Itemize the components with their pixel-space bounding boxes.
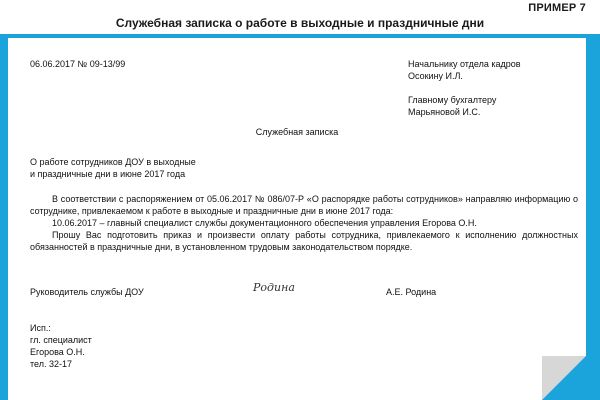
page-title: Служебная записка о работе в выходные и праздничные дни bbox=[115, 16, 485, 30]
executor-line: гл. специалист bbox=[30, 335, 92, 345]
document-heading: Служебная записка bbox=[255, 127, 339, 137]
subject-block bbox=[30, 156, 196, 180]
memo-body bbox=[30, 193, 578, 253]
body-paragraph: 10.06.2017 – главный специалист службы документационного обеспечения управления Егорова О.Н. bbox=[52, 218, 477, 228]
page-fold-corner bbox=[542, 356, 586, 400]
recipient-line bbox=[408, 82, 521, 94]
body-paragraph: В соответствии с распоряжением от 05.06.2017 № 086/07-Р «О распорядке работы сотрудников» направляю информацию о сотруднике, привлекаемом к работе в выходные и праздничные дни в июне 2017 года: bbox=[30, 194, 578, 216]
subject-line: и праздничные дни в июне 2017 года bbox=[30, 169, 186, 179]
recipient-line: Марьяновой И.С. bbox=[408, 107, 481, 117]
executor-line: Егорова О.Н. bbox=[30, 347, 85, 357]
recipient-line: Начальнику отдела кадров bbox=[408, 59, 521, 69]
executor-block bbox=[30, 322, 92, 370]
signer-name: А.Е. Родина bbox=[386, 287, 437, 297]
recipient-line: Главному бухгалтеру bbox=[408, 95, 497, 105]
executor-line: тел. 32-17 bbox=[30, 359, 72, 369]
handwritten-signature: Родина bbox=[253, 281, 295, 294]
recipients-block bbox=[408, 58, 521, 118]
header-band bbox=[0, 0, 600, 34]
executor-line: Исп.: bbox=[30, 323, 51, 333]
signer-role: Руководитель службы ДОУ bbox=[30, 287, 144, 297]
document-sheet bbox=[8, 38, 586, 400]
memo-reference: 06.06.2017 № 09-13/99 bbox=[30, 59, 126, 69]
recipient-line: Осокину И.Л. bbox=[408, 71, 463, 81]
example-label: ПРИМЕР 7 bbox=[528, 2, 586, 14]
body-paragraph: Прошу Вас подготовить приказ и произвести оплату работы сотрудника, привлекаемого к исполнению должностных обязанностей в праздничные дни, в установленном трудовым законодательством порядке. bbox=[30, 230, 578, 252]
subject-line: О работе сотрудников ДОУ в выходные bbox=[30, 157, 196, 167]
